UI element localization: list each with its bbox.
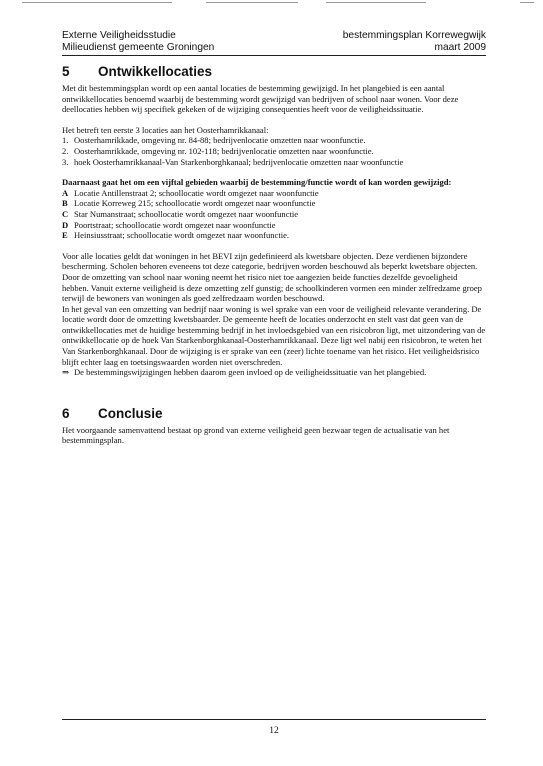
list-marker: B [62,198,68,209]
list-item-text: Locatie Korreweg 215; schoollocatie wordt omgezet naar woonfunctie [74,198,316,209]
list-marker: E [62,230,68,241]
page-footer [62,719,486,736]
scan-edge-marks [0,0,543,6]
location-list-numbered [62,135,486,167]
section-5-intro: Met dit bestemmingsplan wordt op een aantal locaties de bestemming gewijzigd. In het plangebied is een aantal ontwikkellocaties benoemd waarbij de bestemming wordt gewijzigd van bedrijven of school naar wonen. Voor deze deellocaties hebben wij specifiek gekeken of de wijziging consequenties heeft voor de veiligheidssituatie. [62,83,459,115]
list-marker: 3. [62,156,69,167]
list-item-text: hoek Oosterhamrikkanaal-Van Starkenborghkanaal; bedrijvenlocatie omzetten naar woonfunctie [74,156,404,167]
conclusion-bullet-text: De bestemmingswijzigingen hebben daarom geen invloed op de veiligheidssituatie van het plangebied. [74,367,427,378]
list-item-text: Locatie Antillenstraat 2; schoollocatie wordt omgezet naar woonfunctie [74,187,319,198]
list-marker: C [62,208,69,219]
arrow-icon: ⇒ [62,367,70,378]
conclusion-bullet [62,367,486,378]
list-item-text: Heinsiusstraat; schoollocatie wordt omgezet naar woonfunctie. [74,230,290,241]
list-marker: 1. [62,135,69,146]
header-date: maart 2009 [434,42,486,53]
list-1-intro: Het betreft ten eerste 3 locaties aan het Oosterhamrikkanaal: [62,124,269,135]
section-5-paragraph-vulnerability: Voor alle locaties geldt dat woningen in het BEVI zijn gedefinieerd als kwetsbare objecten. Deze verdienen bijzondere bescherming. Scholen behoren eveneens tot deze categorie, bedrijven worden beschouwd als beperkt kwetsbare objecten. Door de omzetting van school naar woning neemt het risico niet toe aangezien beide functies dezelfde gevoeligheid hebben. Vanuit externe veiligheid is deze omzetting zelf gunstig; de schoolkinderen vormen een minder zelfredzame groep terwijl de bewoners van woningen als goed zelfredzaam worden beschouwd. [62,250,482,304]
section-5-heading [62,64,486,80]
page-content [62,64,486,446]
list-2-intro: Daarnaast gaat het om een vijftal gebieden waarbij de bestemming/functie wordt of kan worden gewijzigd: [62,177,452,188]
section-6-title: Conclusie [98,405,163,421]
section-5-title: Ontwikkellocaties [98,64,213,79]
header-plan-name: bestemmingsplan Korrewegwijk [342,30,486,41]
list-item [62,230,486,241]
section-5-paragraph-risk: In het geval van een omzetting van bedrijf naar woning is wel sprake van een voor de veiligheid relevante verandering. De locatie wordt door de omzetting kwetsbaarder. De gemeente heeft de locaties onderzocht en stelt vast dat geen van de ontwikkellocaties met de huidige bestemming bedrijf in het invloedsgebied van een risicobron ligt, met uitzondering van de ontwikkellocatie op de hoek Van Starkenborghkanaal-Oosterhamrikkanaal. Deze ligt wel nabij een risicobron, te weten het Van Starkenborghkanaal. Door de wijziging is er sprake van een (zeer) lichte toename van het risico. Het veiligheidsrisico blijft echter laag en toetsingswaarden worden niet overschreden. [62,303,486,367]
header-rule [62,55,486,56]
list-item-text: Poortstraat; schoollocatie wordt omgezet naar woonfunctie [74,219,276,230]
section-6-number: 6 [62,405,70,421]
list-item-text: Oosterhamrikkade, omgeving nr. 102-118; bedrijvenlocatie omzetten naar woonfunctie. [74,145,374,156]
section-5-number: 5 [62,64,70,79]
list-item [62,157,486,168]
list-item [62,220,486,231]
list-item [62,198,486,209]
location-list-lettered [62,188,486,241]
section-6-text: Het voorgaande samenvattend bestaat op grond van externe veiligheid geen bezwaar tegen de actualisatie van het bestemmingsplan. [62,424,450,446]
list-marker: 2. [62,145,69,156]
list-item [62,209,486,220]
header-document-title: Externe Veiligheidsstudie [62,30,176,41]
list-item-text: Oosterhamrikkade, omgeving nr. 84-88; bedrijvenlocatie omzetten naar woonfunctie. [74,135,366,146]
list-item [62,146,486,157]
page-number: 12 [269,726,279,736]
page-header [62,30,486,56]
list-marker: D [62,219,69,230]
list-item [62,135,486,146]
list-marker: A [62,187,69,198]
list-item [62,188,486,199]
footer-rule [62,719,486,720]
section-6-heading [62,406,486,422]
header-department: Milieudienst gemeente Groningen [62,42,215,53]
list-item-text: Star Numanstraat; schoollocatie wordt omgezet naar woonfunctie [74,208,299,219]
